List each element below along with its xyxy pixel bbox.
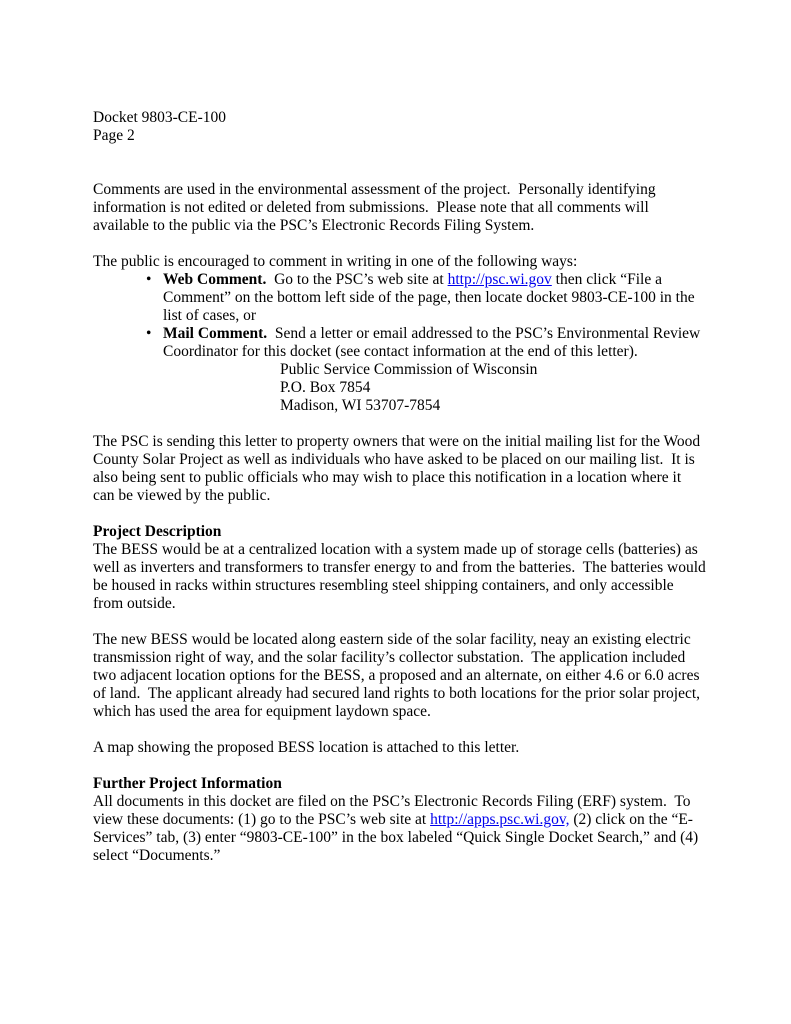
page-header: [93, 109, 706, 145]
address-line-city: Madison, WI 53707-7854: [280, 397, 441, 414]
further-info-heading: Further Project Information: [93, 775, 282, 792]
paragraph-further-info: [93, 793, 706, 865]
mailing-address: [280, 361, 706, 415]
list-item-web-comment: [93, 271, 706, 325]
paragraph-mailing-list: The PSC is sending this letter to property owners that were on the initial mailing list for the Wood County Solar Project as well as individuals who have asked to be placed on our mailing list. It is also being sent to public officials who may wish to place this notification in a location where it can be viewed by the public.: [93, 433, 705, 504]
mail-comment-text: Send a letter or email addressed to the PSC’s Environmental Review Coordinator for this docket (see contact information at the end of this letter).: [163, 325, 705, 360]
list-item-mail-comment: [93, 325, 706, 361]
web-comment-text-post: then click “File a Comment” on the bottom left side of the page, then locate docket 9803-CE-100 in the list of cases, or: [163, 271, 699, 324]
comment-ways-intro: The public is encouraged to comment in writing in one of the following ways:: [93, 253, 578, 270]
further-info-text-pre: All documents in this docket are filed on the PSC’s Electronic Records Filing (ERF) system. To view these documents: (1) go to the PSC’s web site at: [93, 793, 695, 828]
docket-number: Docket 9803-CE-100: [93, 109, 227, 126]
section-project-description: [93, 523, 710, 613]
project-description-heading: Project Description: [93, 523, 222, 540]
address-line-org: Public Service Commission of Wisconsin: [280, 361, 538, 378]
paragraph-comments-use: Comments are used in the environmental assessment of the project. Personally identifying information is not edited or deleted from submissions. Please note that all comments will available to the public via the PSC’s Electronic Records Filing System.: [93, 181, 660, 234]
bullet-icon: •: [146, 271, 152, 288]
comment-options-block: [93, 253, 706, 415]
bullet-icon: •: [146, 325, 152, 342]
paragraph-bess-description: The BESS would be at a centralized location with a system made up of storage cells (batteries) as well as inverters and transformers to transfer energy to and from the batteries. The batteries would be housed in racks within structures resembling steel shipping containers, and only accessible from outside.: [93, 541, 710, 612]
paragraph-map-note: A map showing the proposed BESS location is attached to this letter.: [93, 739, 520, 756]
psc-apps-website-link[interactable]: http://apps.psc.wi.gov,: [430, 811, 570, 828]
paragraph-bess-location: The new BESS would be located along eastern side of the solar facility, neay an existing electric transmission right of way, and the solar facility’s collector substation. The application included two adjacent location options for the BESS, a proposed and an alternate, on either 4.6 or 6.0 acres of land. The applicant already had secured land rights to both locations for the prior solar project, which has used the area for equipment laydown space.: [93, 631, 704, 720]
mail-comment-lead: Mail Comment.: [163, 325, 268, 342]
psc-website-link[interactable]: http://psc.wi.gov: [447, 271, 552, 288]
web-comment-lead: Web Comment.: [163, 271, 267, 288]
further-info-text-post: (2) click on the “E-Services” tab, (3) enter “9803-CE-100” in the box labeled “Quick Single Docket Search,” and (4) select “Documents.”: [93, 811, 703, 864]
web-comment-text-pre: Go to the PSC’s web site at: [266, 271, 448, 288]
address-line-po-box: P.O. Box 7854: [280, 379, 371, 396]
page-number: Page 2: [93, 127, 135, 144]
section-further-info: [93, 775, 706, 865]
